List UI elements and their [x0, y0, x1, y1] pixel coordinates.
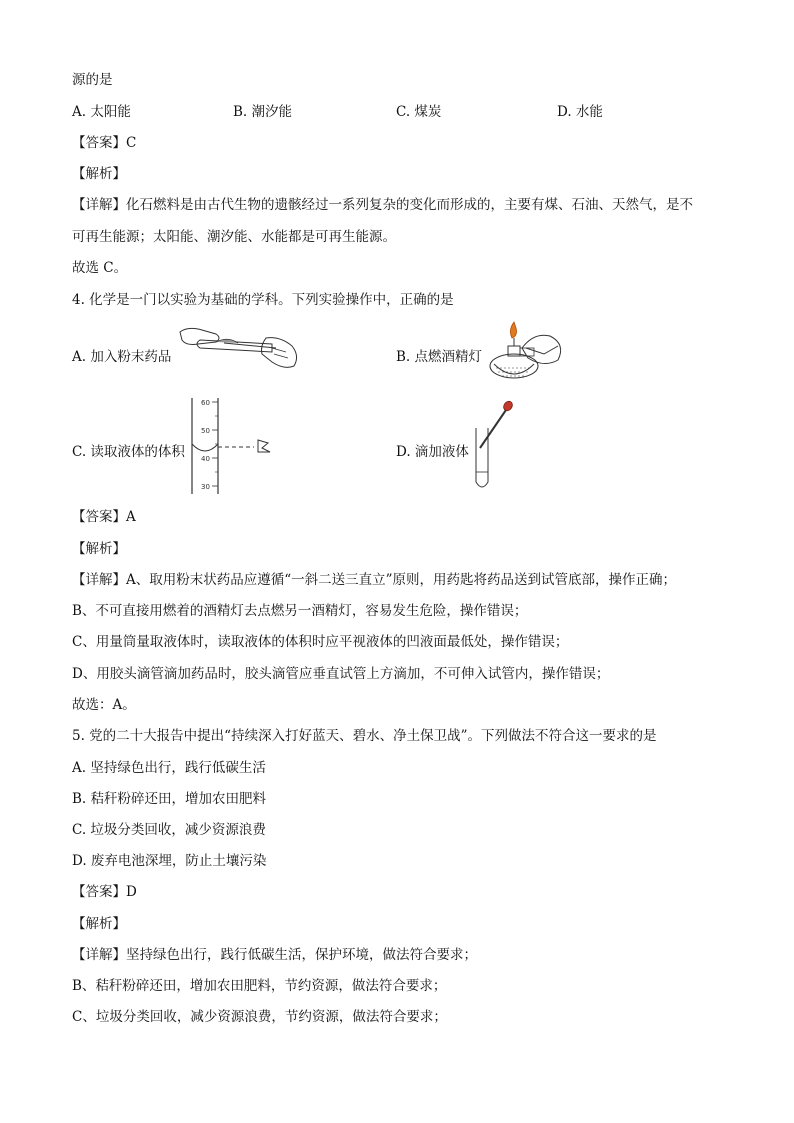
q3-option-d: D. 水能 [557, 104, 603, 120]
q4-answer-line [72, 505, 136, 525]
q4-option-b: B. 点燃酒精灯 [396, 349, 483, 365]
q5-detail-a [72, 943, 477, 963]
q4-detail-a [72, 568, 676, 588]
q4-detail-d: D、用胶头滴管滴加药品时，胶头滴管应垂直试管上方滴加，不可伸入试管内，操作错误； [72, 666, 610, 682]
q5-stem: 5. 党的二十大报告中提出“持续深入打好蓝天、碧水、净土保卫战”。下列做法不符合这一要求的是 [72, 728, 657, 744]
q4-option-a: A. 加入粉末药品 [72, 349, 172, 365]
graduated-cylinder-illustration [188, 396, 278, 496]
alcohol-lamp-illustration [488, 318, 568, 386]
detail-label: 【详解】 [72, 197, 126, 213]
q5-detail-c: C、垃圾分类回收，减少资源浪费，节约资源，做法符合要求； [72, 1009, 447, 1025]
q3-analysis-label: 【解析】 [72, 166, 126, 182]
q4-analysis-label: 【解析】 [72, 541, 126, 557]
answer-value: C [126, 135, 137, 151]
answer-label: 【答案】 [72, 135, 126, 151]
q5-option-c: C. 垃圾分类回收，减少资源浪费 [72, 822, 266, 838]
q5-option-d: D. 废弃电池深埋，防止土壤污染 [72, 853, 267, 869]
q5-detail-b: B、秸秆粉碎还田，增加农田肥料，节约资源，做法符合要求； [72, 978, 447, 994]
q4-conclusion: 故选：A。 [72, 697, 136, 713]
detail-text: 化石燃料是由古代生物的遗骸经过一系列复杂的变化而形成的，主要有煤、石油、天然气，是不 [126, 197, 693, 213]
q3-answer-line [72, 131, 136, 151]
q5-analysis-label: 【解析】 [72, 916, 126, 932]
dropper-test-tube-illustration [466, 398, 522, 494]
test-tube-powder-illustration [176, 326, 304, 372]
cylinder-tick-40: 40 [201, 455, 210, 463]
q5-option-a: A. 坚持绿色出行，践行低碳生活 [72, 760, 266, 776]
q3-detail-line1 [72, 193, 693, 213]
answer-value: D [126, 884, 137, 900]
q4-stem: 4. 化学是一门以实验为基础的学科。下列实验操作中，正确的是 [72, 292, 454, 308]
q4-option-c: C. 读取液体的体积 [72, 444, 185, 460]
q3-stem-tail: 源的是 [72, 72, 113, 88]
q4-detail-c: C、用量筒量取液体时，读取液体的体积时应平视液体的凹液面最低处，操作错误； [72, 634, 569, 650]
q3-option-b: B. 潮汐能 [233, 104, 293, 120]
q4-detail-b: B、不可直接用燃着的酒精灯去点燃另一酒精灯，容易发生危险，操作错误； [72, 603, 528, 619]
q3-option-a: A. 太阳能 [72, 104, 131, 120]
q5-option-b: B. 秸秆粉碎还田，增加农田肥料 [72, 791, 267, 807]
q3-option-c: C. 煤炭 [396, 104, 442, 120]
q4-option-d: D. 滴加液体 [396, 444, 469, 460]
detail-label: 【详解】 [72, 572, 126, 588]
cylinder-tick-30: 30 [201, 483, 210, 491]
answer-value: A [126, 509, 136, 525]
detail-label: 【详解】 [72, 947, 126, 963]
cylinder-tick-60: 60 [201, 399, 210, 407]
answer-label: 【答案】 [72, 509, 126, 525]
answer-label: 【答案】 [72, 884, 126, 900]
q3-detail-line2: 可再生能源；太阳能、潮汐能、水能都是可再生能源。 [72, 229, 396, 245]
cylinder-tick-50: 50 [201, 427, 210, 435]
detail-text: A、取用粉末状药品应遵循“一斜二送三直立”原则，用药匙将药品送到试管底部，操作正确； [126, 572, 677, 588]
q5-answer-line [72, 880, 137, 900]
q3-conclusion: 故选 C。 [72, 260, 128, 276]
detail-text: 坚持绿色出行，践行低碳生活，保护环境，做法符合要求； [126, 947, 477, 963]
